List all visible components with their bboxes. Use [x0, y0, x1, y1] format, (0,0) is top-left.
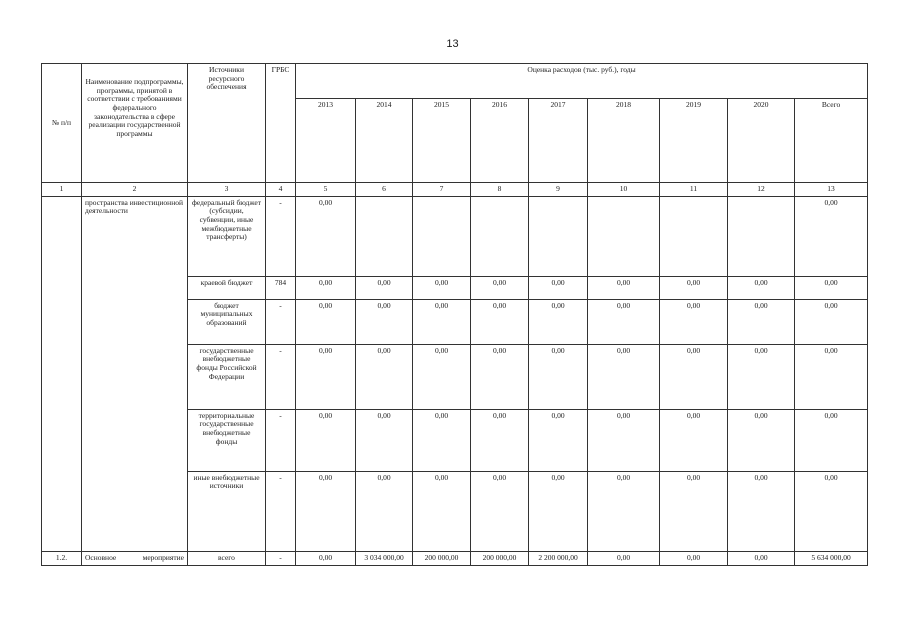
value-cell: 200 000,00 — [413, 551, 471, 565]
year-header: 2020 — [728, 99, 795, 183]
source-cell: иные внебюджетные источники — [188, 471, 266, 551]
value-cell: 0,00 — [728, 344, 795, 409]
column-number: 6 — [356, 183, 413, 197]
grbs-cell: - — [266, 299, 296, 344]
column-number: 2 — [82, 183, 188, 197]
column-number: 5 — [296, 183, 356, 197]
value-cell: 0,00 — [356, 276, 413, 299]
header-name: Наименование подпрограммы, программы, принятой в соответствии с требованиями федерального законодательства в сфере реализации государственной программы — [82, 64, 188, 183]
column-number: 10 — [588, 183, 660, 197]
grbs-cell: - — [266, 471, 296, 551]
year-header: 2013 — [296, 99, 356, 183]
value-cell: 0,00 — [471, 299, 529, 344]
header-estimate: Оценка расходов (тыс. руб.), годы — [296, 64, 868, 99]
value-cell: 0,00 — [356, 344, 413, 409]
column-number: 9 — [529, 183, 588, 197]
value-cell: 0,00 — [413, 471, 471, 551]
value-cell: 0,00 — [296, 471, 356, 551]
value-cell: 200 000,00 — [471, 551, 529, 565]
value-cell — [471, 196, 529, 276]
value-cell: 0,00 — [471, 344, 529, 409]
value-cell: 0,00 — [413, 344, 471, 409]
column-number: 7 — [413, 183, 471, 197]
total-cell: 0,00 — [795, 409, 868, 471]
value-cell: 0,00 — [356, 409, 413, 471]
total-cell: 5 634 000,00 — [795, 551, 868, 565]
source-cell: краевой бюджет — [188, 276, 266, 299]
source-cell: бюджет муниципальных образований — [188, 299, 266, 344]
value-cell: 0,00 — [413, 276, 471, 299]
subprogram-name: пространства инвестиционной деятельности — [82, 196, 188, 551]
value-cell: 0,00 — [588, 409, 660, 471]
value-cell: 0,00 — [296, 299, 356, 344]
value-cell: 0,00 — [660, 471, 728, 551]
value-cell: 0,00 — [660, 276, 728, 299]
total-header: Всего — [795, 99, 868, 183]
value-cell: 0,00 — [413, 299, 471, 344]
subprogram-name: Основное мероприятие — [82, 551, 188, 565]
value-cell — [413, 196, 471, 276]
value-cell — [529, 196, 588, 276]
value-cell: 0,00 — [356, 471, 413, 551]
value-cell: 0,00 — [588, 276, 660, 299]
value-cell: 0,00 — [296, 409, 356, 471]
value-cell: 0,00 — [471, 409, 529, 471]
year-header: 2014 — [356, 99, 413, 183]
source-cell: государственные внебюджетные фонды Российской Федерации — [188, 344, 266, 409]
year-header: 2019 — [660, 99, 728, 183]
value-cell — [728, 196, 795, 276]
grbs-cell: - — [266, 409, 296, 471]
total-cell: 0,00 — [795, 344, 868, 409]
year-header: 2016 — [471, 99, 529, 183]
header-num: № п/п — [42, 64, 82, 183]
value-cell: 0,00 — [728, 276, 795, 299]
column-number: 3 — [188, 183, 266, 197]
value-cell: 0,00 — [296, 551, 356, 565]
value-cell: 0,00 — [728, 551, 795, 565]
value-cell: 0,00 — [728, 471, 795, 551]
value-cell: 0,00 — [728, 409, 795, 471]
total-cell: 0,00 — [795, 276, 868, 299]
budget-table — [41, 63, 868, 566]
value-cell: 0,00 — [413, 409, 471, 471]
value-cell: 3 034 000,00 — [356, 551, 413, 565]
column-number: 1 — [42, 183, 82, 197]
source-cell: территориальные государственные внебюджетные фонды — [188, 409, 266, 471]
column-number: 4 — [266, 183, 296, 197]
column-number: 12 — [728, 183, 795, 197]
row-number-cell: 1.2. — [42, 551, 82, 565]
value-cell: 0,00 — [728, 299, 795, 344]
row-number-cell — [42, 196, 82, 551]
header-grbs: ГРБС — [266, 64, 296, 183]
table-row — [42, 196, 868, 276]
grbs-cell: 784 — [266, 276, 296, 299]
value-cell: 0,00 — [588, 299, 660, 344]
header-source: Источники ресурсного обеспечения — [188, 64, 266, 183]
value-cell: 0,00 — [471, 276, 529, 299]
source-cell: всего — [188, 551, 266, 565]
value-cell: 0,00 — [296, 276, 356, 299]
year-header: 2015 — [413, 99, 471, 183]
header-row — [42, 64, 868, 99]
column-number: 8 — [471, 183, 529, 197]
value-cell: 0,00 — [660, 344, 728, 409]
value-cell: 0,00 — [660, 551, 728, 565]
total-cell: 0,00 — [795, 196, 868, 276]
column-number: 13 — [795, 183, 868, 197]
year-header: 2018 — [588, 99, 660, 183]
column-number: 11 — [660, 183, 728, 197]
value-cell: 0,00 — [296, 344, 356, 409]
source-cell: федеральный бюджет (субсидии, субвенции, иные межбюджетные трансферты) — [188, 196, 266, 276]
value-cell: 0,00 — [356, 299, 413, 344]
value-cell: 0,00 — [529, 471, 588, 551]
value-cell: 0,00 — [529, 409, 588, 471]
grbs-cell: - — [266, 551, 296, 565]
value-cell: 0,00 — [588, 344, 660, 409]
value-cell — [588, 196, 660, 276]
total-cell: 0,00 — [795, 471, 868, 551]
value-cell: 0,00 — [660, 299, 728, 344]
value-cell: 0,00 — [529, 344, 588, 409]
year-header: 2017 — [529, 99, 588, 183]
grbs-cell: - — [266, 196, 296, 276]
table-row — [42, 551, 868, 565]
value-cell — [660, 196, 728, 276]
value-cell: 2 200 000,00 — [529, 551, 588, 565]
column-numbers-row — [42, 183, 868, 197]
value-cell: 0,00 — [660, 409, 728, 471]
page-number: 13 — [446, 38, 459, 50]
total-cell: 0,00 — [795, 299, 868, 344]
value-cell — [356, 196, 413, 276]
grbs-cell: - — [266, 344, 296, 409]
value-cell: 0,00 — [588, 551, 660, 565]
value-cell: 0,00 — [529, 276, 588, 299]
value-cell: 0,00 — [588, 471, 660, 551]
value-cell: 0,00 — [529, 299, 588, 344]
value-cell: 0,00 — [296, 196, 356, 276]
value-cell: 0,00 — [471, 471, 529, 551]
